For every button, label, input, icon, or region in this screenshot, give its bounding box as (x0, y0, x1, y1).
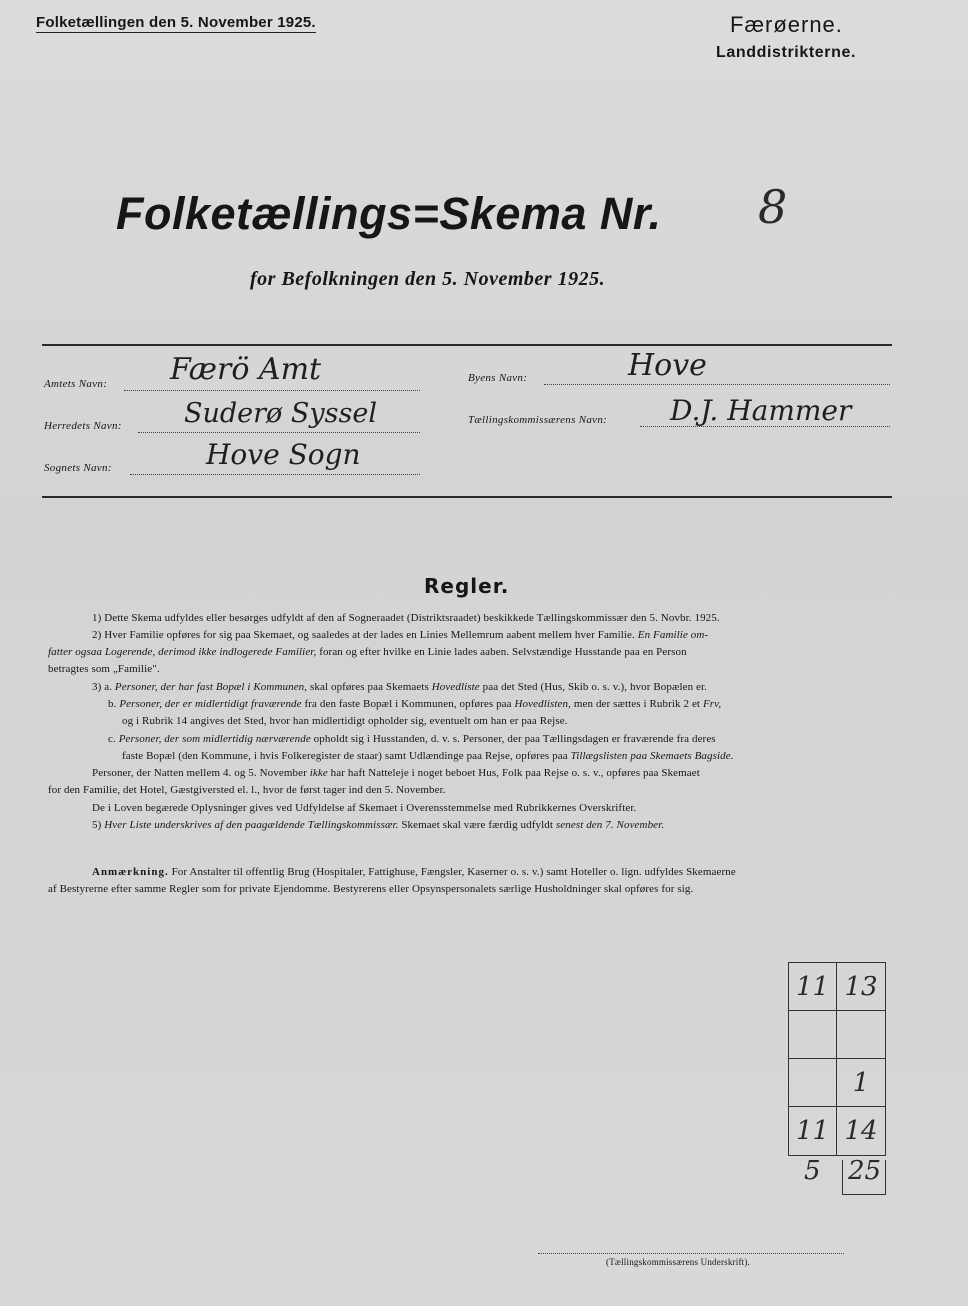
signature-caption: (Tællingskommissærens Underskrift). (606, 1257, 750, 1267)
rule-3c (108, 733, 716, 745)
rule-4-line-1 (92, 767, 700, 779)
rule-6-italic-2: senest den 7. November. (555, 819, 665, 831)
annotation-label: Anmærkning. (92, 866, 169, 878)
signature-line (538, 1253, 844, 1254)
rule-6-num: 5) (92, 819, 102, 831)
tally-r2c1 (789, 1011, 837, 1059)
rule-4a-italic: ikke (309, 767, 328, 779)
total-left: 5 (804, 1156, 821, 1186)
rule-3a (92, 681, 707, 693)
annotation-line-2: af Bestyrerne efter samme Regler som for private Ejendomme. Bestyrerens eller Opsynspersonalets særlige Husholdninger skal opføres for sig. (48, 883, 694, 895)
rule-1: 1) Dette Skema udfyldes eller besørges udfyldt af den af Sogneraadet (Distriktsraadet) beskikkede Tællingskommissær den 5. Novbr. 1925. (92, 612, 720, 624)
rules-heading: Regler. (424, 574, 510, 598)
rule-3c-italic: Personer, der som midlertidig nærværende (118, 733, 311, 745)
herredets-dotline (138, 432, 420, 433)
sognets-value: Hove Sogn (206, 438, 361, 471)
rule-4a-text: Personer, der Natten mellem 4. og 5. November (92, 767, 307, 779)
rule-3a-num: 3) a. (92, 681, 113, 693)
header-census-date: Folketællingen den 5. November 1925. (36, 14, 316, 31)
rule-2-italic: En Familie om- (637, 629, 709, 641)
kommissaer-label: Tællingskommissærens Navn: (468, 414, 608, 426)
rule-2-line-3: betragtes som „Familie". (48, 663, 160, 675)
rule-3c2-italic: Tillægslisten paa Skemaets Bagside. (570, 750, 734, 762)
rule-2-text-2: foran og efter hvilke en Linie lades aaben. Selvstændige Husstande paa en Person (319, 646, 687, 658)
rule-3c-end: opholdt sig i Husstanden, d. v. s. Personer, der paa Tællingsdagen er fraværende fra deres (313, 733, 716, 745)
tally-r4c2: 14 (844, 1116, 878, 1146)
rule-3b-mid: fra den faste Bopæl i Kommunen, opføres paa (304, 698, 512, 710)
tally-grid (788, 962, 886, 1156)
rule-2-line-1 (92, 629, 708, 641)
tally-r2c2 (837, 1011, 885, 1059)
rule-6 (92, 819, 664, 831)
rule-2-line-2 (48, 646, 687, 658)
rule-3b-italic-2: Hovedlisten, (514, 698, 571, 710)
tally-r3c2: 1 (837, 1059, 885, 1107)
byens-label: Byens Navn: (468, 372, 528, 384)
amtets-value: Færö Amt (170, 352, 322, 387)
rule-6-mid: Skemaet skal være færdig udfyldt (401, 819, 554, 831)
rule-3c-num: c. (108, 733, 116, 745)
tally-r4c1: 11 (789, 1107, 837, 1155)
header-region: Færøerne. (730, 12, 843, 37)
herredets-label: Herredets Navn: (44, 420, 122, 432)
rule-4a-end: har haft Natteleje i noget beboet Hus, Folk paa Rejse o. s. v., opføres paa Skemaet (330, 767, 700, 779)
rule-3b-end: men der sættes i Rubrik 2 et (573, 698, 701, 710)
rule-3b-italic: Personer, der er midlertidigt fraværende (119, 698, 302, 710)
rule-3c2-text: faste Bopæl (den Kommune, i hvis Folkeregister de staar) samt Udlændinge paa Rejse, opføres paa (122, 750, 568, 762)
byens-value: Hove (628, 348, 707, 383)
rule-3b-num: b. (108, 698, 117, 710)
rule-3b-italic-3: Frv, (702, 698, 722, 710)
rule-3b-line-2: og i Rubrik 14 angives det Sted, hvor han midlertidigt opholder sig, eventuelt om han er paa Rejse. (122, 715, 568, 727)
rule-5: De i Loven begærede Oplysninger gives ved Udfyldelse af Skemaet i Overensstemmelse med Rubrikkernes Overskrifter. (92, 802, 637, 814)
bottom-divider (42, 496, 892, 498)
herredets-value: Suderø Syssel (184, 398, 377, 429)
kommissaer-value: D.J. Hammer (670, 394, 852, 427)
rule-3c-line-2 (122, 750, 734, 762)
total-right: 25 (848, 1156, 882, 1186)
form-subtitle: for Befolkningen den 5. November 1925. (250, 268, 606, 290)
rule-2-text: 2) Hver Familie opføres for sig paa Skemaet, og saaledes at der lades en Linies Mellemrum aabent mellem hver Familie. (92, 629, 635, 641)
tally-r1c2: 13 (837, 963, 885, 1011)
sognets-dotline (130, 474, 420, 475)
amtets-label: Amtets Navn: (44, 378, 108, 390)
rule-4-line-2: for den Familie, det Hotel, Gæstgiversted el. l., hvor de først tager ind den 5. November. (48, 784, 446, 796)
form-title: Folketællings=Skema Nr. (116, 188, 662, 239)
rule-3a-italic: Personer, der har fast Bopæl i Kommunen, (114, 681, 308, 693)
header-district-type: Landdistrikterne. (716, 44, 857, 61)
amtets-dotline (124, 390, 420, 391)
top-divider (42, 344, 892, 346)
form-number-handwritten: 8 (758, 180, 788, 234)
rule-3a-end: paa det Sted (Hus, Skib o. s. v.), hvor Bopælen er. (482, 681, 708, 693)
rule-3a-mid: skal opføres paa Skemaets (310, 681, 429, 693)
rule-2-italic-2: fatter ogsaa Logerende, derimod ikke indlogerede Familier, (48, 646, 317, 658)
rule-6-italic: Hver Liste underskrives af den paagældende Tællingskommissær. (104, 819, 399, 831)
sognets-label: Sognets Navn: (44, 462, 112, 474)
rule-3a-italic-2: Hovedliste (431, 681, 480, 693)
rule-3b (108, 698, 721, 710)
annotation-line-1 (92, 866, 736, 878)
tally-r1c1: 11 (789, 963, 837, 1011)
tally-r3c1 (789, 1059, 837, 1107)
byens-dotline (544, 384, 890, 385)
annotation-text-1: For Anstalter til offentlig Brug (Hospitaler, Fattighuse, Fængsler, Kaserner o. s. v.) samt Hoteller o. lign. udfyldes Skemaerne (171, 866, 736, 878)
